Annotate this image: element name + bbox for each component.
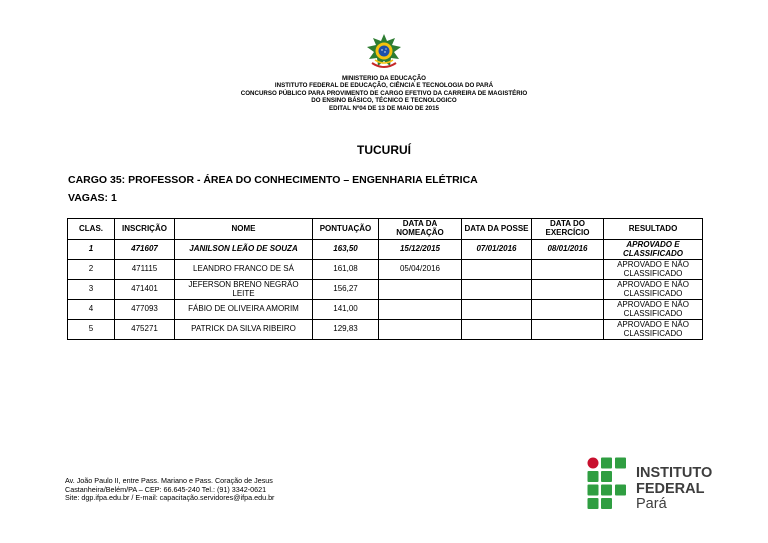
table-cell	[462, 300, 532, 320]
table-cell: 471115	[115, 260, 175, 280]
table-cell: APROVADO E NÃO CLASSIFICADO	[604, 280, 703, 300]
table-cell: 1	[68, 240, 115, 260]
footer-line: Castanheira/Belém/PA – CEP: 66.645-240 Tel.: (91) 3342-0621	[65, 484, 267, 494]
column-header: PONTUAÇÃO	[313, 219, 379, 240]
logo-line: Pará	[636, 496, 667, 512]
table-cell: 4	[68, 300, 115, 320]
table-cell: 471401	[115, 280, 175, 300]
table-cell: 475271	[115, 320, 175, 340]
table-cell: 05/04/2016	[379, 260, 462, 280]
header-line: MINISTERIO DA EDUCAÇÃO	[342, 75, 426, 82]
table-cell: 156,27	[313, 280, 379, 300]
column-header: CLAS.	[68, 219, 115, 240]
city-title: TUCURUÍ	[357, 143, 411, 157]
column-header: DATA DA POSSE	[462, 219, 532, 240]
table-cell: 161,08	[313, 260, 379, 280]
table-cell	[379, 280, 462, 300]
table-cell	[462, 260, 532, 280]
table-cell: APROVADO E NÃO CLASSIFICADO	[604, 300, 703, 320]
table-cell: APROVADO E NÃO CLASSIFICADO	[604, 260, 703, 280]
results-table	[67, 218, 703, 340]
table-row	[68, 320, 703, 340]
table-cell: APROVADO E NÃO CLASSIFICADO	[604, 320, 703, 340]
table-cell: 141,00	[313, 300, 379, 320]
table-cell: PATRICK DA SILVA RIBEIRO	[175, 320, 313, 340]
column-header: RESULTADO	[604, 219, 703, 240]
column-header: NOME	[175, 219, 313, 240]
table-cell	[532, 280, 604, 300]
table-cell	[379, 300, 462, 320]
table-cell: 08/01/2016	[532, 240, 604, 260]
logo-line: FEDERAL	[636, 480, 705, 497]
footer-line: Site: dgp.ifpa.edu.br / E-mail: capacitação.servidores@ifpa.edu.br	[65, 493, 275, 503]
table-cell	[462, 320, 532, 340]
table-cell: FÁBIO DE OLIVEIRA AMORIM	[175, 300, 313, 320]
table-row	[68, 260, 703, 280]
table-cell: 07/01/2016	[462, 240, 532, 260]
document-header	[0, 75, 768, 112]
table-cell: 15/12/2015	[379, 240, 462, 260]
logo-grid-icon	[587, 457, 627, 509]
table-cell: LEANDRO FRANCO DE SÁ	[175, 260, 313, 280]
table-cell	[532, 320, 604, 340]
table-row	[68, 240, 703, 260]
table-row	[68, 280, 703, 300]
table-cell: JANILSON LEÃO DE SOUZA	[175, 240, 313, 260]
table-row	[68, 300, 703, 320]
header-line: CONCURSO PÚBLICO PARA PROVIMENTO DE CARGO EFETIVO DA CARREIRA DE MAGISTÉRIO	[240, 89, 528, 97]
vagas-heading: VAGAS: 1	[68, 192, 117, 204]
table-cell: 471607	[115, 240, 175, 260]
table-cell: 2	[68, 260, 115, 280]
footer-line: Av. João Paulo II, entre Pass. Mariano e Pass. Coração de Jesus	[65, 476, 273, 485]
column-header: DATA DO EXERCÍCIO	[532, 219, 604, 240]
header-line: DO ENSINO BÁSICO, TÉCNICO E TECNOLOGICO	[311, 97, 457, 105]
table-cell: APROVADO E CLASSIFICADO	[604, 240, 703, 260]
header-line: EDITAL Nº04 DE 13 DE MAIO DE 2015	[328, 104, 439, 112]
cargo-heading: CARGO 35: PROFESSOR - ÁREA DO CONHECIMENTO – ENGENHARIA ELÉTRICA	[68, 174, 478, 186]
logo-text	[636, 466, 712, 513]
footer-address	[65, 477, 274, 503]
table-header-row	[68, 219, 703, 240]
header-line: INSTITUTO FEDERAL DE EDUCAÇÃO, CIÊNCIA E TECNOLOGIA DO PARÁ	[274, 82, 494, 90]
brazil-coat-of-arms-icon	[364, 33, 404, 73]
table-cell	[532, 260, 604, 280]
table-cell: 5	[68, 320, 115, 340]
table-cell	[379, 320, 462, 340]
table-cell: 163,50	[313, 240, 379, 260]
column-header: DATA DA NOMEAÇÃO	[379, 219, 462, 240]
table-cell: 3	[68, 280, 115, 300]
table-cell	[532, 300, 604, 320]
institute-logo	[587, 457, 727, 512]
table-cell: 129,83	[313, 320, 379, 340]
column-header: INSCRIÇÃO	[115, 219, 175, 240]
table-cell	[462, 280, 532, 300]
logo-line: INSTITUTO	[636, 465, 713, 481]
table-cell: 477093	[115, 300, 175, 320]
table-cell: JEFERSON BRENO NEGRÃO LEITE	[175, 280, 313, 300]
